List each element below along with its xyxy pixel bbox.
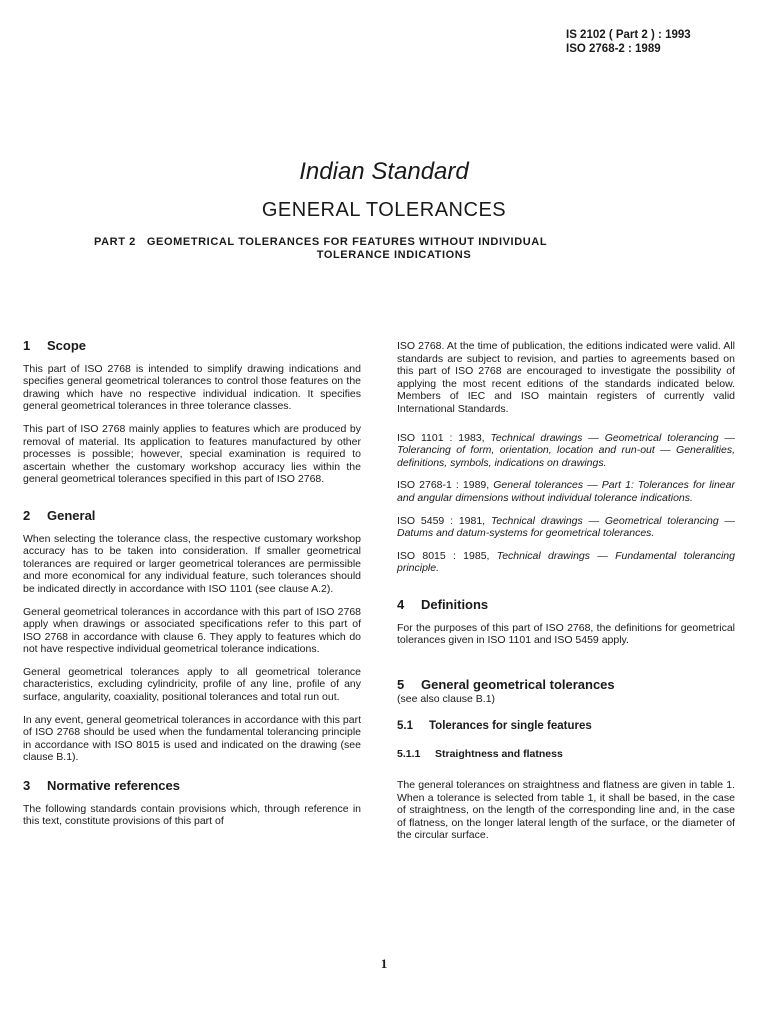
section-heading-definitions: 4 Definitions (397, 596, 489, 612)
scope-paragraph-2: This part of ISO 2768 mainly applies to features which are produced by removal of material. Its application to features manufactured by other processes is possible; however, special examination is required to ascertain whether the customary workshop accuracy lies within the general geometrical tolerances specified in this part of ISO 2768. (23, 422, 361, 486)
general-paragraph-1: When selecting the tolerance class, the respective customary workshop accuracy has to be taken into consideration. If smaller geometrical tolerances are required or larger geometrical tolerances are permissible and more economical for any individual feature, such tolerances should be indicated directly in accordance with ISO 1101 (see clause A.2). (23, 532, 361, 595)
right-column (397, 340, 735, 852)
reference-iso-8015: ISO 8015 : 1985, Technical drawings — Fundamental tolerancing principle. (397, 549, 735, 575)
reference-iso-2768-1: ISO 2768-1 : 1989, General tolerances — Part 1: Tolerances for linear and angular dimensions without individual tolerance indications. (397, 479, 735, 504)
section-heading-general: 2 General (23, 507, 96, 523)
section-heading-scope: 1 Scope (23, 338, 87, 353)
standard-number-is: IS 2102 ( Part 2 ) : 1993 (566, 29, 691, 41)
left-column (23, 340, 361, 838)
straightness-flatness-paragraph: The general tolerances on straightness and flatness are given in table 1. When a tolerance is selected from table 1, it shall be based, in the case of straightness, on the length of the corresponding line and, in the case of flatness, on the longer lateral length of the surface, or the diameter of the circular surface. (397, 779, 735, 842)
reference-iso-1101: ISO 1101 : 1983, Technical drawings — Geometrical tolerancing — Tolerancing of form, orientation, location and run-out — Generalities, definitions, symbols, indications on drawings. (397, 431, 735, 469)
part-title-line2: TOLERANCE INDICATIONS (316, 249, 472, 261)
subsection-heading-5-1: 5.1 Tolerances for single features (397, 719, 592, 732)
section-heading-normative-references: 3 Normative references (23, 778, 180, 794)
subsection-heading-5-1-1: 5.1.1 Straightness and flatness (397, 748, 563, 761)
document-subtitle: GENERAL TOLERANCES (261, 199, 507, 221)
part-label: PART 2 (94, 236, 136, 248)
scope-paragraph-1: This part of ISO 2768 is intended to simplify drawing indications and specifies general geometrical tolerances to control those features on the drawing which have no respective individual indication. It specifies general geometrical tolerances in three tolerance classes. (23, 362, 361, 413)
part-title-line1: GEOMETRICAL TOLERANCES FOR FEATURES WITHOUT INDIVIDUAL (146, 236, 548, 248)
part-title (94, 236, 684, 262)
see-also-note: (see also clause B.1) (397, 693, 496, 706)
definitions-paragraph: For the purposes of this part of ISO 2768, the definitions for geometrical tolerances given in ISO 1101 and ISO 5459 apply. (397, 621, 735, 647)
document-title: Indian Standard (299, 158, 469, 185)
section-heading-general-geometrical-tolerances: 5 General geometrical tolerances (397, 676, 615, 692)
normative-paragraph-start: The following standards contain provisions which, through reference in this text, constitute provisions of this part of (23, 802, 361, 828)
reference-iso-5459: ISO 5459 : 1981, Technical drawings — Geometrical tolerancing — Datums and datum-systems for geometrical tolerances. (397, 514, 735, 540)
page-number: 1 (380, 956, 388, 971)
standard-reference (566, 28, 691, 56)
general-paragraph-3: General geometrical tolerances apply to all geometrical tolerance characteristics, excluding cylindricity, profile of any line, profile of any surface, angularity, coaxiality, positional tolerances and total run out. (23, 665, 361, 704)
general-paragraph-4: In any event, general geometrical tolerances in accordance with this part of ISO 2768 should be used when the fundamental tolerancing principle in accordance with ISO 8015 is used and indicated on the drawing (see clause B.1). (23, 713, 361, 764)
normative-paragraph-continued: ISO 2768. At the time of publication, the editions indicated were valid. All standards are subject to revision, and parties to agreements based on this part of ISO 2768 are encouraged to investigate the possibility of applying the most recent editions of the standards indicated below. Members of IEC and ISO maintain registers of currently valid International Standards. (397, 340, 735, 415)
standard-number-iso: ISO 2768-2 : 1989 (566, 43, 661, 55)
general-paragraph-2: General geometrical tolerances in accordance with this part of ISO 2768 apply when drawings or associated specifications refer to this part of ISO 2768 in accordance with clause 6. They apply to features which do not have respective individual geometrical tolerance indications. (23, 605, 361, 656)
